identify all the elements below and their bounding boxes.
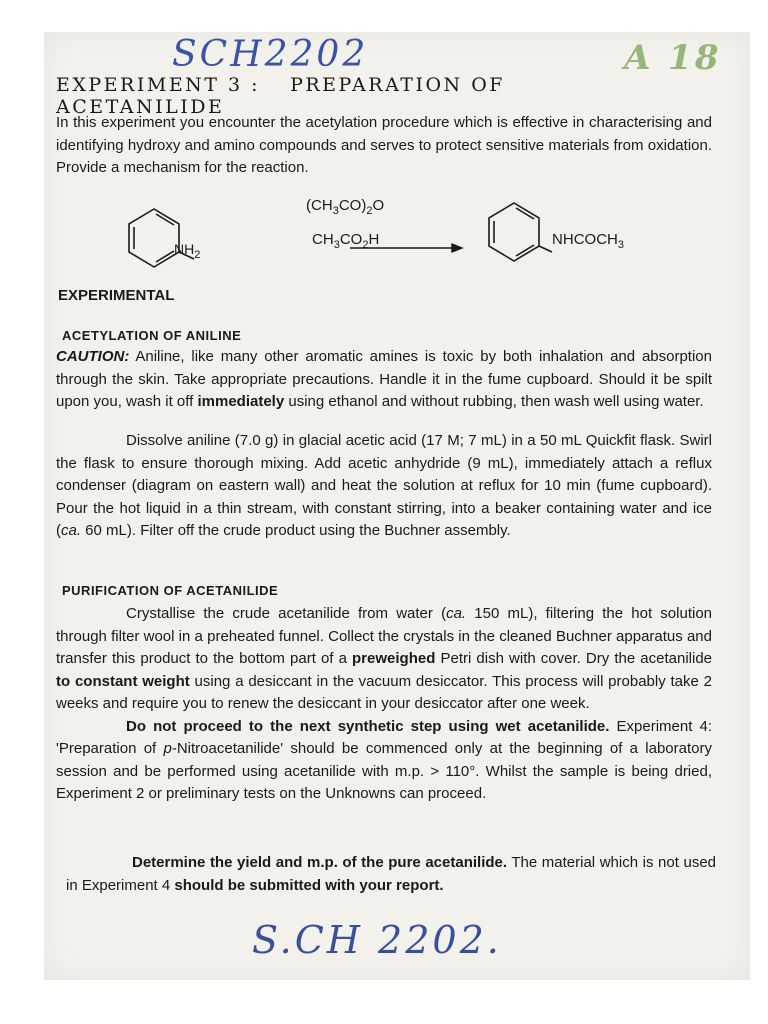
reagent-acetic-anhydride: $(CH_3CO)_2O$ (306, 197, 385, 217)
caution-text-end: using ethanol and without rubbing, then wash well using water. (284, 393, 704, 410)
document-page (44, 32, 750, 980)
acetanilide-benzene-ring (489, 203, 552, 261)
handwritten-course-code-top: SCH2202 (172, 34, 369, 75)
purification-text-3: Petri dish with cover. Dry the acetanilide (435, 650, 713, 667)
purification-text: Crystallise the crude acetanilide from water ( (126, 605, 447, 622)
experiment-4-note-end: -Nitroacetanilide' should be commenced only at the beginning of a laboratory session and be performed using acetanilide with m.p. > 110°. Whilst the sample is being dried, Experiment 2 or preliminary tests on the Unknowns can proceed. (56, 740, 712, 802)
warning-wet-acetanilide: Do not proceed to the next synthetic step using wet acetanilide. (126, 717, 610, 735)
purification-circa: ca. (446, 605, 467, 622)
title-prefix: EXPERIMENT 3 : (56, 74, 261, 96)
purification-emphasis-constant-weight: to constant weight (56, 672, 190, 690)
handwritten-corner-mark: A 18 (624, 38, 722, 78)
reagent-acetic-acid: $CH_3CO_2H$ (312, 231, 380, 251)
handwritten-course-code-bottom: S.CH 2202. (252, 918, 502, 962)
caution-text: Aniline, like many other aromatic amines is toxic by both inhalation and absorption through the skin. Take appropriate precautions. Handle it in the fume cupboard. Should it be spilt upon you, wash it off (56, 348, 712, 410)
experimental-heading: EXPERIMENTAL (58, 287, 175, 304)
caution-label: CAUTION: (56, 348, 130, 365)
reaction-scheme (104, 197, 724, 277)
procedure-text: Dissolve aniline (7.0 g) in glacial acetic acid (17 M; 7 mL) in a 50 mL Quickfit flask. Swirl the flask to ensure thorough mixing. Add acetic anhydride (9 mL), immediately attach a reflux condenser (diagram on eastern wall) and heat the solution at reflux for 10 min (fume cupboard). Pour the hot liquid in a thin stream, with constant stirring, into a beaker containing water and ice ( (56, 432, 712, 539)
caution-emphasis: immediately (197, 393, 285, 410)
procedure-circa: ca. (61, 522, 82, 539)
purification-text-4: using a desiccant in the vacuum desiccator. This process will probably take 2 weeks and require you to renew the desiccant in your desiccator after one week. (56, 672, 713, 712)
purification-emphasis-preweighed: preweighed (352, 650, 436, 667)
para-prefix: p (163, 740, 172, 757)
final-emphasis-submit: should be submitted with your report. (174, 876, 444, 894)
caution-paragraph (56, 346, 712, 414)
purification-paragraph (56, 603, 712, 806)
experiment-4-note: Experiment 4: 'Preparation of (56, 717, 712, 757)
final-text: The material which is not used in Experiment 4 (66, 854, 717, 894)
reactant-amino-group: $NH_2$ (174, 241, 201, 261)
acetylation-heading: ACETYLATION OF ANILINE (62, 328, 242, 343)
final-emphasis-yield: Determine the yield and m.p. of the pure acetanilide. (132, 854, 508, 871)
final-instructions (66, 852, 716, 897)
purification-heading: PURIFICATION OF ACETANILIDE (62, 583, 279, 598)
purification-text-2: 150 mL), filtering the hot solution through filter wool in a preheated funnel. Collect the crystals in the cleaned Buchner apparatus and transfer this product to the bottom part of a (56, 605, 713, 667)
title-name: PREPARATION OF ACETANILIDE (56, 74, 505, 118)
product-acetamido-group: $NHCOCH_3$ (552, 231, 625, 251)
intro-paragraph: In this experiment you encounter the acetylation procedure which is effective in characterising and identifying hydroxy and amino compounds and serves to protect sensitive materials from oxidation. Provide a mechanism for the reaction. (56, 114, 712, 176)
procedure-paragraph (56, 430, 712, 543)
procedure-text-end: 60 mL). Filter off the crude product using the Buchner assembly. (81, 522, 511, 539)
